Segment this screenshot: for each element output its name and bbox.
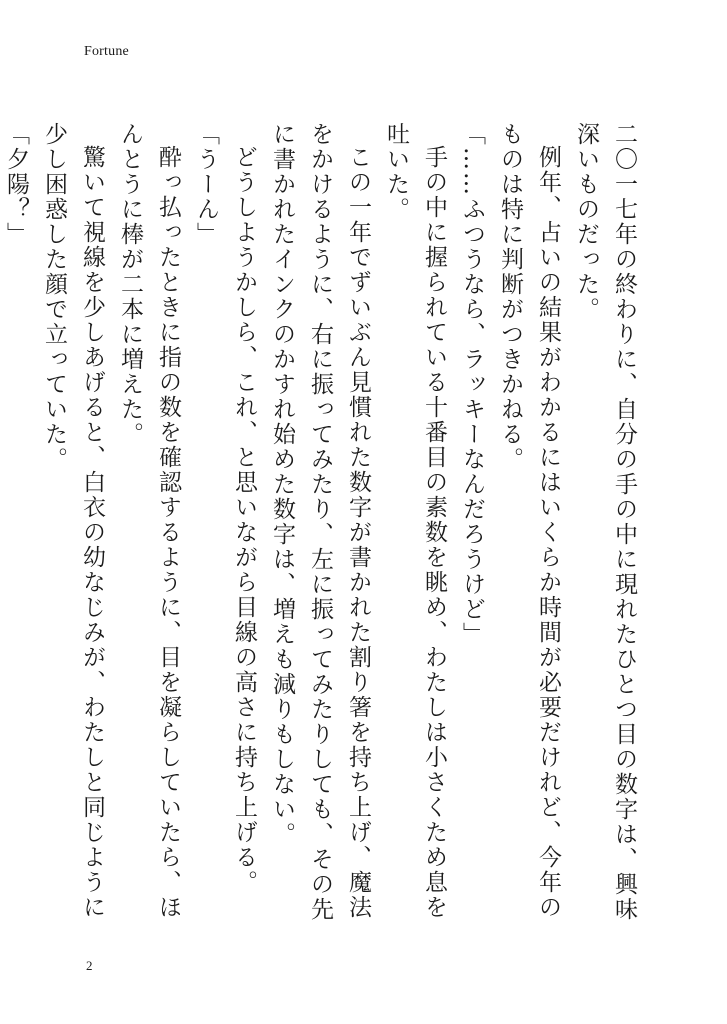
dialogue-line: 「夕陽？」 <box>3 122 29 247</box>
paragraph: 例年、占いの結果がわかるにはいくらか時間が必要だけれど、今年のものは特に判断がつきかねる。 <box>497 122 561 920</box>
page-number: 2 <box>86 958 93 973</box>
dialogue-line: 「……ふつうなら、ラッキーなんだろうけど」 <box>459 122 485 647</box>
paragraph: 酔っ払ったときに指の数を確認するように、目を凝らしていたら、ほんとうに棒が二本に増えた。 <box>117 122 181 920</box>
body-text <box>3 122 643 942</box>
dialogue-line: 「うーん」 <box>193 122 219 247</box>
paragraph: 驚いて視線を少しあげると、白衣の幼なじみが、わたしと同じように少し困惑した顔で立っていた。 <box>41 122 105 920</box>
paragraph: どうしようかしら、これ、と思いながら目線の高さに持ち上げる。 <box>231 145 257 895</box>
paragraph: 手の中に握られている十番目の素数を眺め、わたしは小さくため息を吐いた。 <box>383 122 447 920</box>
paragraph: この一年でずいぶん見慣れた数字が書かれた割り箸を持ち上げ、魔法をかけるように、右に振ってみたり、左に振ってみたりしても、その先に書かれたインクのかすれ始めた数字は、増えも減りもしない。 <box>269 122 371 922</box>
running-head: Fortune <box>84 44 129 59</box>
paragraph: 二〇一七年の終わりに、自分の手の中に現れたひとつ目の数字は、興味深いものだった。 <box>573 122 637 922</box>
